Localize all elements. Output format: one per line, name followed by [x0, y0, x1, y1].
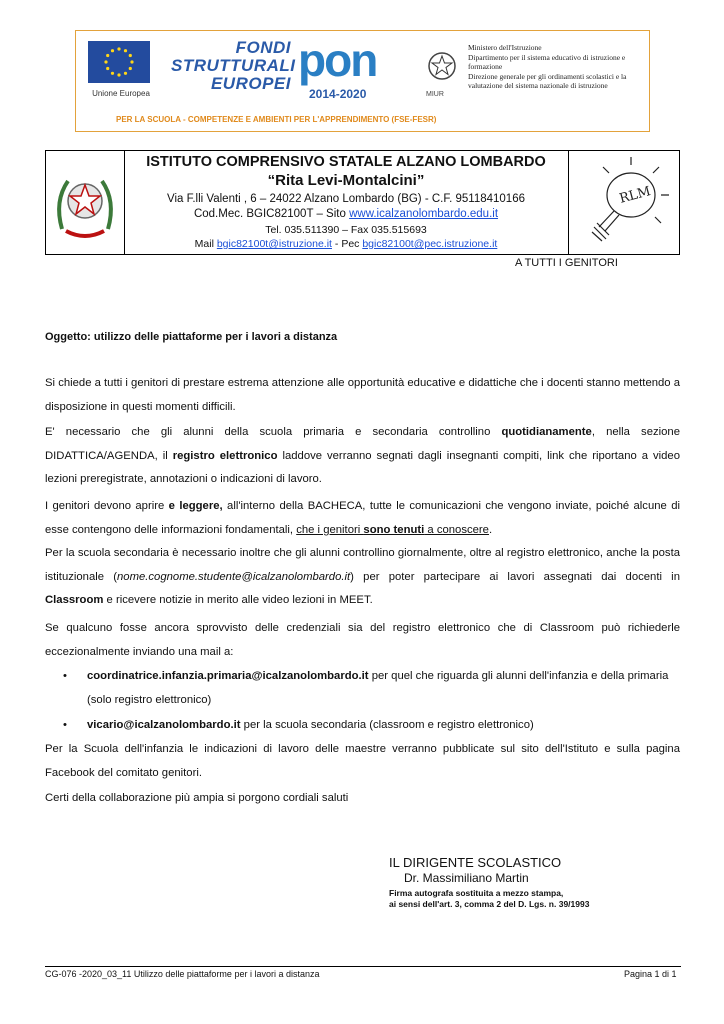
p4-text: ) per poter partecipare ai lavori assegnati dai docenti in — [350, 570, 680, 583]
p2-bold-daily: quotidianamente — [501, 426, 592, 438]
footer-page-number: Pagina 1 di 1 — [624, 969, 677, 979]
recipients: A TUTTI I GENITORI — [515, 257, 618, 269]
codmec-label: Cod.Mec. BGIC82100T – Sito — [193, 208, 350, 220]
school-mail-link[interactable]: bgic82100t@istruzione.it — [216, 238, 332, 250]
rlm-lightbulb-logo-icon — [568, 151, 680, 254]
bullet-icon: • — [63, 719, 67, 731]
p3-underline — [296, 524, 489, 536]
signature-role: IL DIRIGENTE SCOLASTICO — [389, 855, 562, 870]
p2-bold-register: registro elettronico — [172, 449, 278, 462]
list-item-infanzia — [65, 665, 680, 712]
p4-email-italic: nome.cognome.studente@icalzanolombardo.it — [117, 570, 351, 583]
p3-text: I genitori devono aprire — [45, 500, 169, 512]
pon-years: 2014-2020 — [309, 87, 367, 101]
signature-note-line: ai sensi dell'art. 3, comma 2 del D. Lgs. n. 39/1993 — [389, 899, 590, 909]
p4-bold-classroom: Classroom — [45, 594, 104, 606]
paragraph-1: Si chiede a tutti i genitori di prestare estrema attenzione alle opportunità educative e didattiche che i docenti stanno mettendo a disposizione in questi momenti difficili. — [45, 377, 680, 413]
subject-line: Oggetto: utilizzo delle piattaforme per i lavori a distanza — [45, 331, 338, 343]
school-codmec — [124, 208, 568, 220]
pon-tagline: PER LA SCUOLA - COMPETENZE E AMBIENTI PER L'APPRENDIMENTO (FSE-FESR) — [116, 115, 437, 124]
list-item-text: per quel che riguarda gli alunni dell'infanzia e della primaria (solo registro elettronico) — [87, 670, 669, 706]
school-site-link[interactable]: www.icalzanolombardo.edu.it — [349, 208, 499, 220]
ministero-line: Ministero dell'Istruzione — [468, 43, 542, 52]
email-vicario[interactable]: vicario@icalzanolombardo.it — [87, 719, 241, 731]
bullet-icon: • — [63, 670, 67, 682]
p2-text: , nella sezione DIDATTICA/AGENDA, il — [45, 426, 680, 462]
paragraph-2 — [45, 421, 680, 492]
fondi-line: STRUTTURALI — [171, 56, 296, 75]
p4-text: Per la scuola secondaria è necessario inoltre che gli alunni controllino giornalmente, oltre al registro elettronico, anche la posta istituzionale ( — [45, 547, 680, 583]
ministero-text — [468, 43, 648, 91]
signature-note-line: Firma autografa sostituita a mezzo stampa, — [389, 888, 564, 898]
school-mail — [124, 238, 568, 250]
ministero-line: valutazione del sistema nazionale di istruzione — [468, 81, 608, 90]
miur-emblem-icon — [426, 49, 458, 87]
list-item-text: per la scuola secondaria (classroom e registro elettronico) — [240, 719, 534, 731]
mail-label: Mail — [194, 238, 217, 250]
list-item-secondaria — [65, 714, 680, 738]
p3-text: all'interno della BACHECA, tutte le comunicazioni che vengono inviate, poiché alcune di esse contengono delle informazioni fondamentali, — [45, 500, 680, 536]
ministero-line: Dipartimento per il sistema educativo di istruzione e — [468, 52, 626, 62]
eu-flag-icon — [88, 41, 150, 83]
p2-text: laddove verranno segnati dagli insegnanti compiti, link che riportano a video lezioni preregistrate, annotazioni o indicazioni di lavoro. — [45, 449, 680, 485]
paragraph-4 — [45, 542, 680, 613]
fondi-strutturali-logo — [171, 38, 296, 93]
ministero-line: formazione — [468, 62, 503, 71]
footer-divider — [45, 966, 681, 967]
school-pec-link[interactable]: bgic82100t@pec.istruzione.it — [362, 238, 498, 250]
school-subname: “Rita Levi-Montalcini” — [267, 172, 425, 189]
paragraph-6: Per la Scuola dell'infanzia le indicazioni di lavoro delle maestre verranno pubblicate sul sito dell'Istituto e sulla pagina Facebook del comitato genitori. — [45, 743, 680, 779]
p2-text: E' necessario che gli alunni della scuola primaria e secondaria controllino — [45, 426, 502, 438]
signature-note — [389, 888, 589, 910]
footer-doc-code: CG-076 -2020_03_11 Utilizzo delle piattaforme per i lavori a distanza — [45, 969, 320, 979]
p3-underline-text: che i genitori — [296, 523, 364, 536]
fondi-line: EUROPEI — [210, 74, 291, 93]
pec-label: - Pec — [331, 238, 363, 250]
p4-text: e ricevere notizie in merito alle video lezioni in MEET. — [103, 594, 373, 606]
rlm-text: RLM — [617, 184, 653, 207]
paragraph-7: Certi della collaborazione più ampia si porgono cordiali saluti — [45, 792, 349, 804]
email-infanzia-primaria[interactable]: coordinatrice.infanzia.primaria@icalzanolombardo.it — [87, 670, 369, 682]
fondi-line: FONDI — [235, 38, 291, 57]
school-header — [45, 150, 680, 255]
pon-banner — [75, 30, 650, 132]
ministero-line: Direzione generale per gli ordinamenti scolastici e la — [468, 71, 627, 81]
pon-logo: pon — [298, 34, 377, 86]
p3-bold-required: sono tenuti — [363, 523, 425, 536]
school-address: Via F.lli Valenti , 6 – 24022 Alzano Lombardo (BG) - C.F. 95118410166 — [167, 193, 525, 205]
paragraph-3 — [45, 495, 680, 542]
signature-name: Dr. Massimiliano Martin — [404, 871, 529, 885]
paragraph-5: Se qualcuno fosse ancora sprovvisto delle credenziali sia del registro elettronico che di Classroom può richiederle eccezionalmente inviando una mail a: — [45, 622, 680, 658]
italian-republic-emblem-icon — [46, 151, 125, 254]
eu-label: Unione Europea — [92, 89, 150, 98]
school-name: ISTITUTO COMPRENSIVO STATALE ALZANO LOMBARDO — [146, 154, 546, 170]
p3-bold-read: e leggere, — [168, 500, 223, 512]
miur-label: MIUR — [426, 91, 444, 98]
school-phone: Tel. 035.511390 – Fax 035.515693 — [265, 224, 427, 236]
p3-period: . — [488, 523, 493, 536]
p3-underline-text: a conoscere — [424, 523, 489, 536]
